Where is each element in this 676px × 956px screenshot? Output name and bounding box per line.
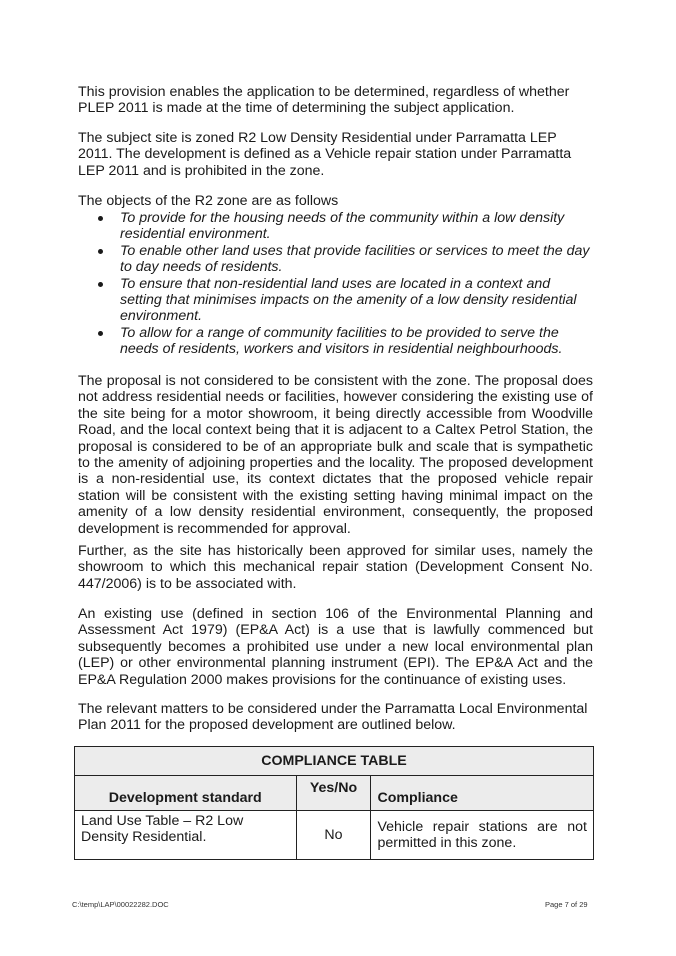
objective-item: To enable other land uses that provide facilities or services to meet the day to day needs of residents. — [92, 243, 592, 276]
paragraph-consistency: The proposal is not considered to be consistent with the zone. The proposal does not address residential needs or facilities, however considering the existing use of the site being for a motor showroom, it being directly accessible from Woodville Road, and the local context being that it is adjacent to a Caltex Petrol Station, the proposal is considered to be of an appropriate bulk and scale that is sympathetic to the amenity of adjoining properties and the locality. The proposed development is a non-residential use, its context dictates that the proposed vehicle repair station will be consistent with the existing setting having minimal impact on the amenity of a low density residential environment, consequently, the proposed development is recommended for approval. — [78, 373, 593, 537]
paragraph-zoning: The subject site is zoned R2 Low Density Residential under Parramatta LEP 2011. The development is defined as a Vehicle repair station under Parramatta LEP 2011 and is prohibited in the zone. — [78, 130, 572, 179]
header-compliance: Compliance — [371, 776, 594, 811]
footer-page-number: Page 7 of 29 — [545, 900, 588, 909]
cell-compliance: Vehicle repair stations are not permitted in this zone. — [371, 811, 594, 860]
footer-file-path: C:\temp\LAP\00022282.DOC — [72, 900, 169, 909]
objective-item: To allow for a range of community facilities to be provided to serve the needs of residents, workers and visitors in residential neighbourhoods. — [92, 325, 592, 358]
paragraph-history: Further, as the site has historically been approved for similar uses, namely the showroom to which this mechanical repair station (Development Consent No. 447/2006) is to be associated with. — [78, 543, 593, 592]
paragraph-relevant-matters: The relevant matters to be considered under the Parramatta Local Environmental Plan 2011 for the proposed development are outlined below. — [78, 701, 588, 734]
bullet-icon — [98, 331, 103, 336]
cell-yes-no: No — [296, 811, 371, 860]
objective-item: To ensure that non-residential land uses are located in a context and setting that minimises impacts on the amenity of a low density residential environment. — [92, 276, 592, 325]
compliance-table — [74, 746, 594, 860]
table-title-row — [75, 747, 594, 776]
header-development-standard: Development standard — [75, 776, 297, 811]
cell-development-standard: Land Use Table – R2 Low Density Residential. — [75, 811, 297, 860]
bullet-icon — [98, 249, 103, 254]
paragraph-objects-intro: The objects of the R2 zone are as follows — [78, 193, 339, 209]
table-header-row — [75, 776, 594, 811]
objectives-list — [92, 210, 592, 358]
paragraph-provision: This provision enables the application to be determined, regardless of whether PLEP 2011 is made at the time of determining the subject application. — [78, 84, 570, 117]
table-title: COMPLIANCE TABLE — [75, 747, 594, 776]
header-yes-no: Yes/No — [296, 776, 371, 811]
bullet-icon — [98, 216, 103, 221]
objective-item: To provide for the housing needs of the community within a low density residential environment. — [92, 210, 592, 243]
paragraph-existing-use: An existing use (defined in section 106 of the Environmental Planning and Assessment Act 1979) (EP&A Act) is a use that is lawfully commenced but subsequently becomes a prohibited use under a new local environmental plan (LEP) or other environmental planning instrument (EPI). The EP&A Act and the EP&A Regulation 2000 makes provisions for the continuance of existing uses. — [78, 606, 593, 688]
table-row — [75, 811, 594, 860]
bullet-icon — [98, 282, 103, 287]
